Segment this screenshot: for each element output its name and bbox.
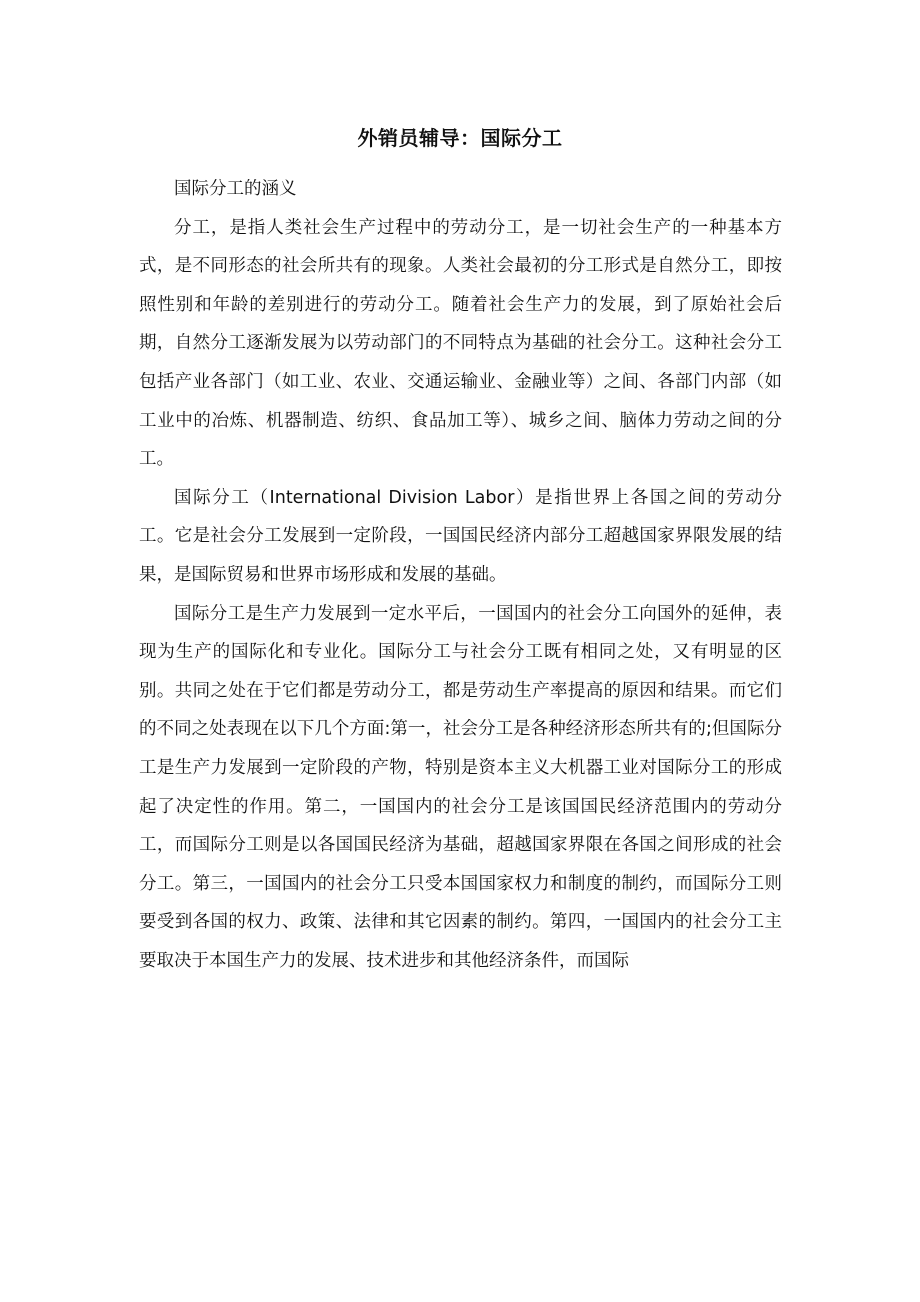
document-title: 外销员辅导：国际分工 [357,126,563,150]
section-subheading: 国际分工的涵义 [174,179,297,199]
document-body [139,170,782,980]
paragraph-international-division: 国际分工（International Division Labor）是指世界上各国之间的劳动分工。它是社会分工发展到一定阶段，一国国民经济内部分工超越国家界限发展的结果，是国际贸易和世界市场形成和发展的基础。 [139,487,782,585]
paragraph-definition-of-division: 分工，是指人类社会生产过程中的劳动分工，是一切社会生产的一种基本方式，是不同形态的社会所共有的现象。人类社会最初的分工形式是自然分工，即按照性别和年龄的差别进行的劳动分工。随着社会生产力的发展，到了原始社会后期，自然分工逐渐发展为以劳动部门的不同特点为基础的社会分工。这种社会分工包括产业各部门（如工业、农业、交通运输业、金融业等）之间、各部门内部（如工业中的冶炼、机器制造、纺织、食品加工等）、城乡之间、脑体力劳动之间的分工。 [139,217,782,470]
paragraph-comparison: 国际分工是生产力发展到一定水平后，一国国内的社会分工向国外的延伸，表现为生产的国际化和专业化。国际分工与社会分工既有相同之处，又有明显的区别。共同之处在于它们都是劳动分工，都是劳动生产率提高的原因和结果。而它们的不同之处表现在以下几个方面:第一，社会分工是各种经济形态所共有的;但国际分工是生产力发展到一定阶段的产物，特别是资本主义大机器工业对国际分工的形成起了决定性的作用。第二，一国国内的社会分工是该国国民经济范围内的劳动分工，而国际分工则是以各国国民经济为基础，超越国家界限在各国之间形成的社会分工。第三，一国国内的社会分工只受本国国家权力和制度的制约，而国际分工则要受到各国的权力、政策、法律和其它因素的制约。第四，一国国内的社会分工主要取决于本国生产力的发展、技术进步和其他经济条件，而国际 [139,603,782,971]
